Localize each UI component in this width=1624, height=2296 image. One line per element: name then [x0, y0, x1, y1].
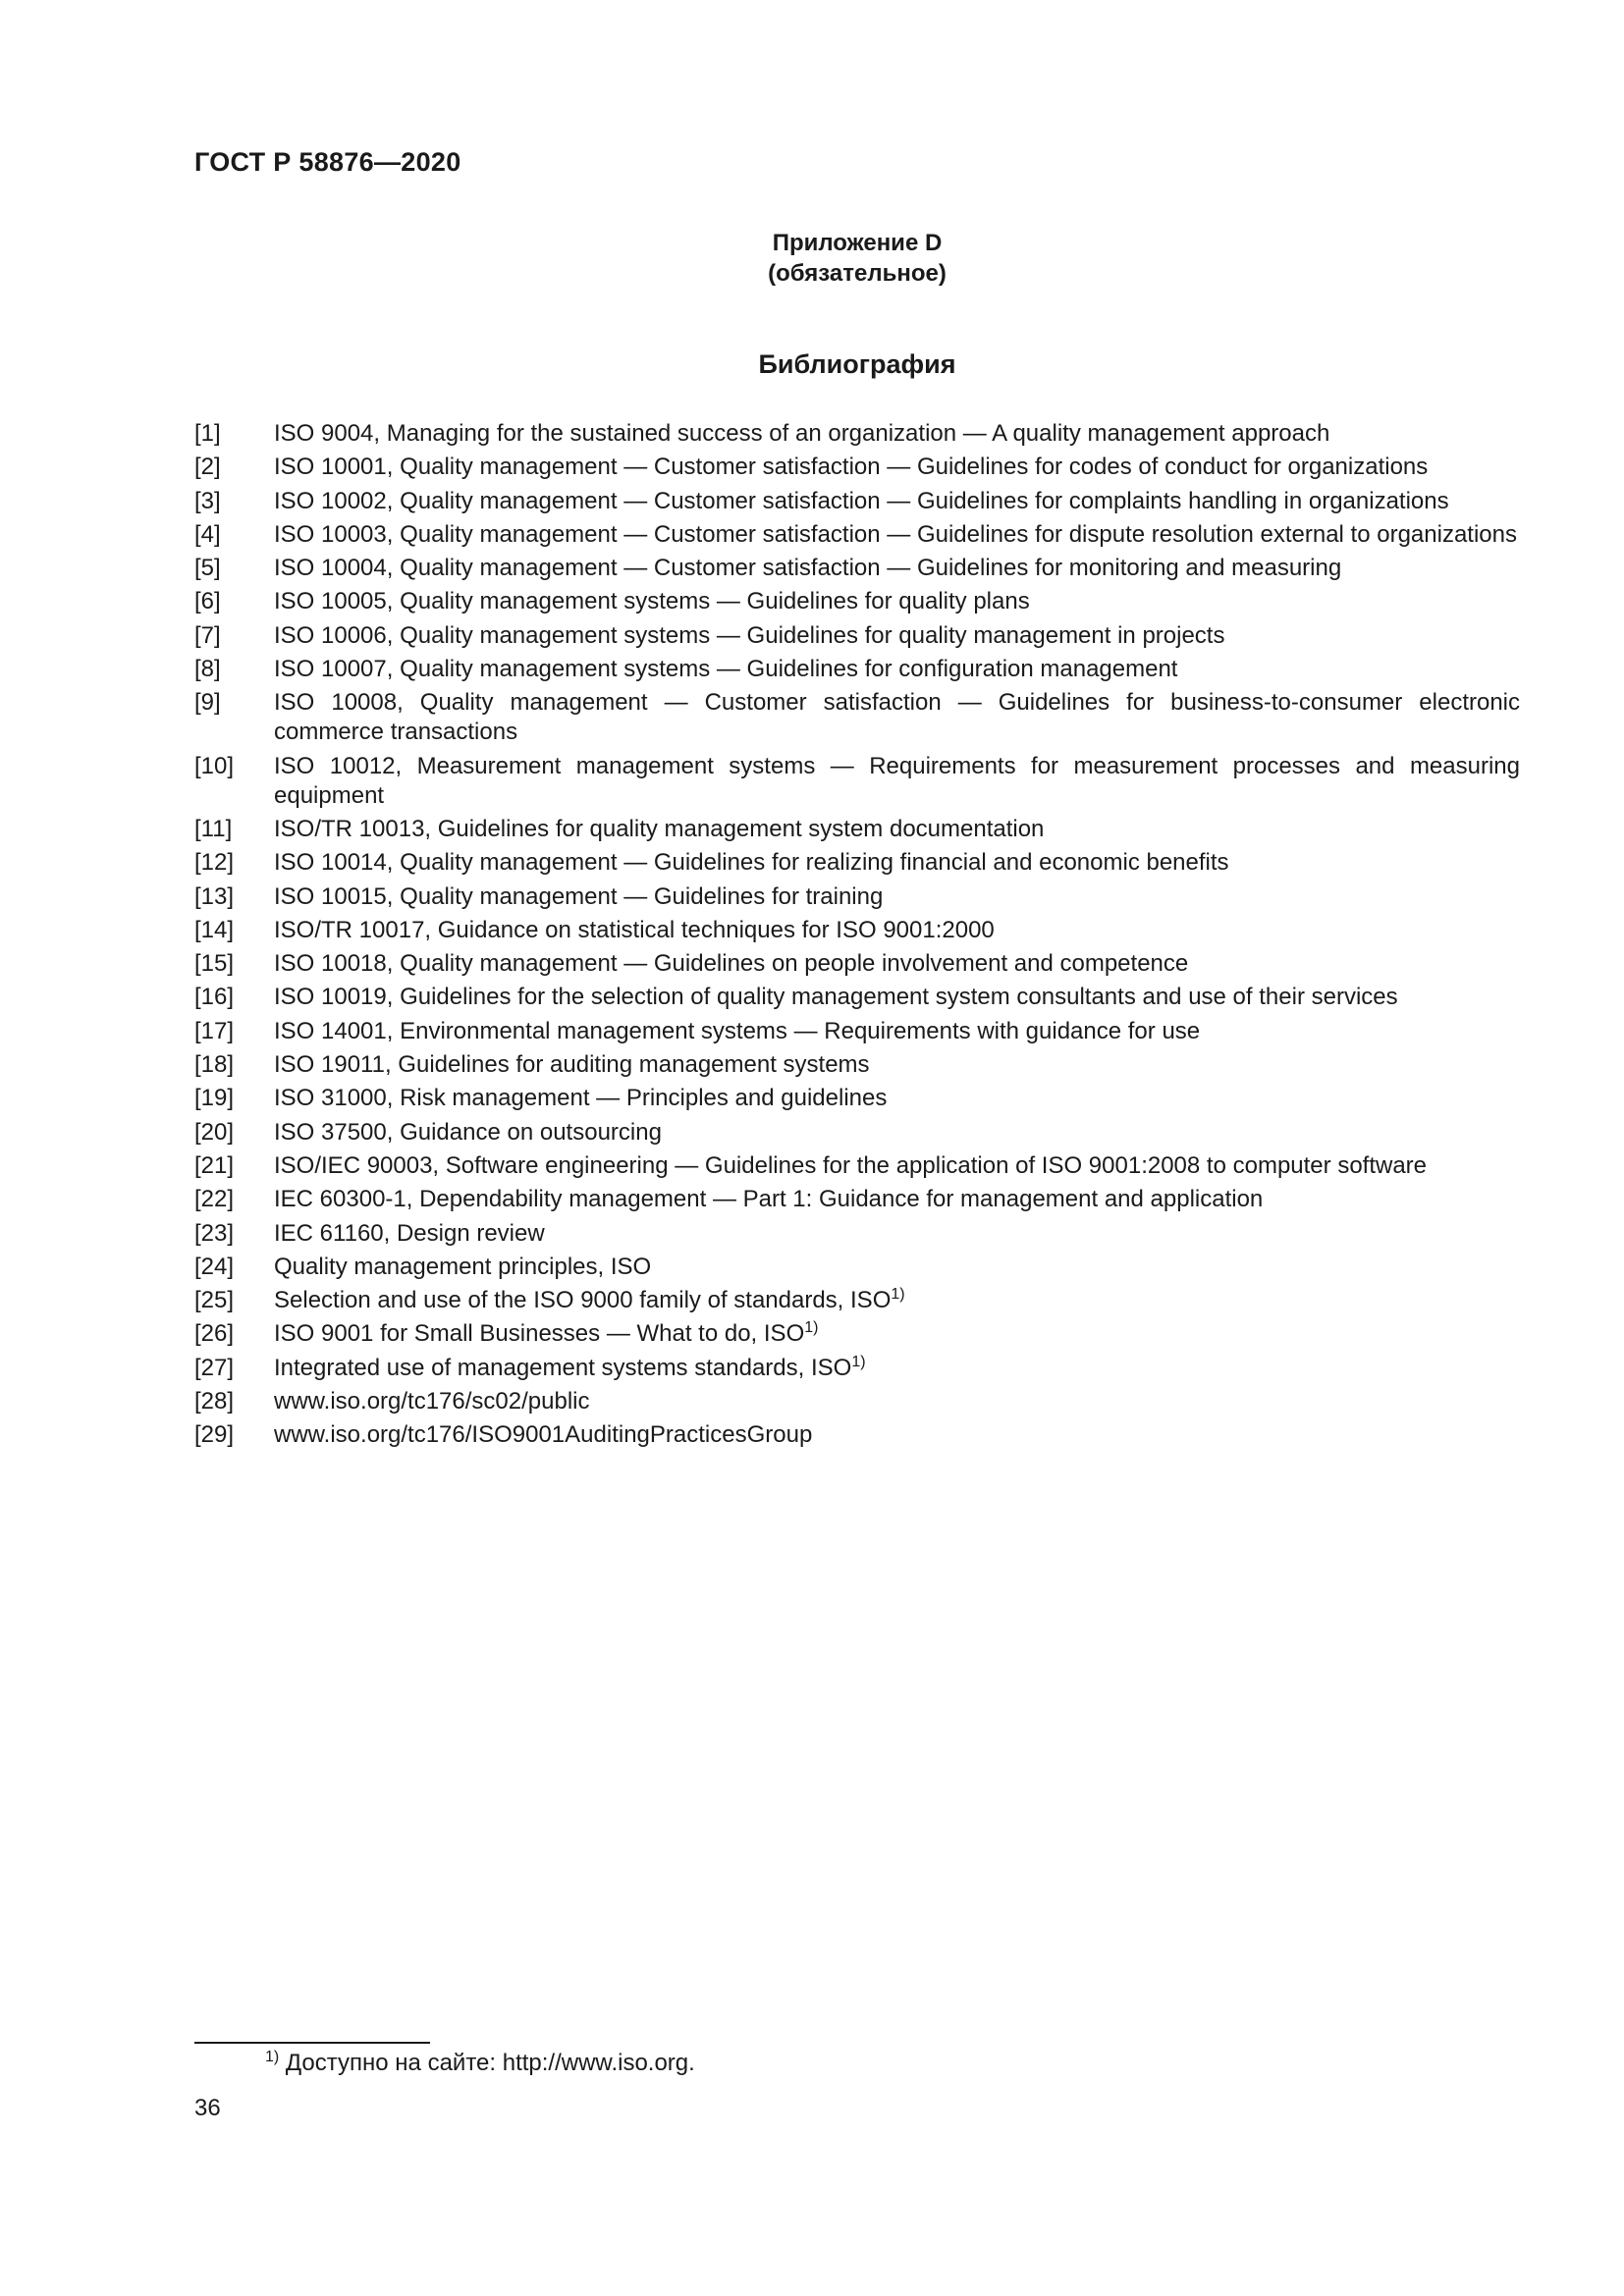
- bibliography-entry-text: [274, 520, 1520, 550]
- bibliography-entry-text: [274, 815, 1520, 844]
- annex-status: (обязательное): [768, 260, 947, 287]
- bibliography-entry-title: IEC 61160, Design review: [274, 1219, 545, 1247]
- bibliography-entry: [194, 587, 1520, 616]
- bibliography-entry-title: ISO 10003, Quality management — Customer satisfaction — Guidelines for dispute resolution external to organizations: [274, 520, 1517, 548]
- bibliography-entry-number: [22]: [194, 1186, 235, 1213]
- bibliography-entry-title: ISO 10004, Quality management — Customer satisfaction — Guidelines for monitoring and measuring: [274, 555, 1342, 582]
- bibliography-entry-text: [274, 1354, 1520, 1383]
- bibliography-entry-number: [1]: [194, 420, 221, 447]
- bibliography-entry-text: [274, 882, 1520, 912]
- bibliography-entry: [194, 1420, 1520, 1450]
- bibliography-title: Библиография: [758, 349, 956, 379]
- bibliography-entry-text: [274, 1050, 1520, 1080]
- bibliography-entry-text: [274, 688, 1520, 747]
- bibliography-entry-text: [274, 848, 1520, 878]
- bibliography-entry: [194, 688, 1520, 747]
- bibliography-entry-number: [2]: [194, 454, 221, 481]
- bibliography-entry: [194, 1253, 1520, 1282]
- bibliography-entry-text: [274, 554, 1520, 583]
- bibliography-entry-number: [19]: [194, 1085, 235, 1112]
- bibliography-entry-number: [18]: [194, 1051, 235, 1079]
- bibliography-entry-title: Selection and use of the ISO 9000 family of standards, ISO: [274, 1287, 892, 1314]
- bibliography-entry-title: ISO/TR 10013, Guidelines for quality management system documentation: [274, 815, 1045, 842]
- footnote-reference: 1): [891, 1286, 905, 1304]
- bibliography-entry-text: [274, 1118, 1520, 1148]
- bibliography-entry: [194, 1151, 1520, 1181]
- footnote-reference: 1): [804, 1319, 819, 1337]
- bibliography-entry: [194, 487, 1520, 516]
- bibliography-entry-text: [274, 949, 1520, 979]
- bibliography-entry-text: [274, 752, 1520, 811]
- bibliography-entry-text: [274, 1420, 1520, 1450]
- bibliography-entry-title: ISO 10006, Quality management systems — Guidelines for quality management in projects: [274, 621, 1225, 649]
- bibliography-entry-title: ISO 10002, Quality management — Customer satisfaction — Guidelines for complaints handling in organizations: [274, 487, 1449, 514]
- bibliography-entry-number: [20]: [194, 1118, 235, 1146]
- bibliography-entry-title: ISO 14001, Environmental management systems — Requirements with guidance for use: [274, 1017, 1201, 1044]
- bibliography-entry-title: ISO/TR 10017, Guidance on statistical techniques for ISO 9001:2000: [274, 916, 995, 943]
- bibliography-entry-title: ISO 9001 for Small Businesses — What to do, ISO: [274, 1320, 805, 1348]
- bibliography-entry: [194, 1185, 1520, 1214]
- bibliography-entry-number: [24]: [194, 1253, 235, 1280]
- bibliography-entry-title: Quality management principles, ISO: [274, 1253, 652, 1280]
- bibliography-entry-number: [9]: [194, 689, 221, 717]
- bibliography-entry-number: [14]: [194, 916, 235, 943]
- footnote-separator: [194, 2042, 430, 2044]
- bibliography-entry-text: [274, 419, 1520, 449]
- bibliography-entry-text: [274, 621, 1520, 651]
- bibliography-entry-title: ISO 37500, Guidance on outsourcing: [274, 1118, 662, 1146]
- bibliography-entry: [194, 1286, 1520, 1315]
- bibliography-entry: [194, 983, 1520, 1012]
- bibliography-entry-title: ISO 31000, Risk management — Principles and guidelines: [274, 1085, 888, 1112]
- bibliography-entry-number: [27]: [194, 1354, 235, 1381]
- bibliography-entry: [194, 520, 1520, 550]
- bibliography-entry-title: Integrated use of management systems standards, ISO: [274, 1354, 852, 1381]
- bibliography-entry-number: [12]: [194, 849, 235, 877]
- bibliography-entry-number: [8]: [194, 656, 221, 683]
- footnote-reference: 1): [851, 1353, 866, 1370]
- bibliography-entry-number: [6]: [194, 588, 221, 615]
- footnote-marker: 1): [265, 2049, 280, 2065]
- bibliography-entry-title: ISO 10019, Guidelines for the selection of quality management system consultants and use of their services: [274, 984, 1398, 1011]
- bibliography-entry-number: [16]: [194, 984, 235, 1011]
- bibliography-entry-text: [274, 453, 1520, 482]
- bibliography-entry-text: [274, 1387, 1520, 1416]
- bibliography-entry-title: ISO 19011, Guidelines for auditing management systems: [274, 1051, 870, 1079]
- bibliography-entry-number: [29]: [194, 1421, 235, 1449]
- bibliography-entry-number: [10]: [194, 752, 235, 779]
- bibliography-entry-title: ISO 10012, Measurement management systems — Requirements for measurement processes and measuring equipment: [274, 752, 1520, 809]
- bibliography-entry: [194, 848, 1520, 878]
- bibliography-entry-number: [17]: [194, 1017, 235, 1044]
- bibliography-entry-number: [7]: [194, 621, 221, 649]
- bibliography-entry-number: [25]: [194, 1287, 235, 1314]
- bibliography-entry-number: [28]: [194, 1388, 235, 1415]
- bibliography-entry-text: [274, 1084, 1520, 1113]
- bibliography-entry-text: [274, 916, 1520, 945]
- bibliography-entry: [194, 752, 1520, 811]
- bibliography-entry: [194, 1084, 1520, 1113]
- bibliography-entry: [194, 621, 1520, 651]
- bibliography-entry: [194, 1319, 1520, 1349]
- bibliography-entry-number: [5]: [194, 555, 221, 582]
- bibliography-entry-text: [274, 1185, 1520, 1214]
- bibliography-entry-number: [3]: [194, 487, 221, 514]
- bibliography-entry-title: ISO 10005, Quality management systems — Guidelines for quality plans: [274, 588, 1030, 615]
- footnote-text: Доступно на сайте: http://www.iso.org.: [285, 2050, 695, 2076]
- bibliography-entry-title: ISO 9004, Managing for the sustained success of an organization — A quality management approach: [274, 420, 1330, 447]
- bibliography-entry-number: [4]: [194, 520, 221, 548]
- bibliography-entry-number: [15]: [194, 950, 235, 978]
- bibliography-entry-text: [274, 487, 1520, 516]
- bibliography-list: [194, 419, 1520, 1455]
- bibliography-entry-title: IEC 60300-1, Dependability management — Part 1: Guidance for management and application: [274, 1186, 1264, 1213]
- bibliography-entry: [194, 949, 1520, 979]
- bibliography-entry-text: [274, 983, 1520, 1012]
- bibliography-entry-title: ISO 10015, Quality management — Guidelines for training: [274, 882, 884, 910]
- bibliography-entry-number: [13]: [194, 882, 235, 910]
- bibliography-entry: [194, 554, 1520, 583]
- bibliography-entry-text: [274, 1219, 1520, 1249]
- bibliography-entry: [194, 1118, 1520, 1148]
- bibliography-entry: [194, 655, 1520, 684]
- bibliography-entry-text: [274, 1286, 1520, 1315]
- bibliography-entry: [194, 419, 1520, 449]
- bibliography-entry-title: ISO/IEC 90003, Software engineering — Guidelines for the application of ISO 9001:2008 to computer software: [274, 1151, 1428, 1179]
- bibliography-entry-number: [21]: [194, 1151, 235, 1179]
- bibliography-entry-number: [23]: [194, 1219, 235, 1247]
- bibliography-entry-number: [11]: [194, 815, 233, 842]
- bibliography-entry: [194, 1050, 1520, 1080]
- bibliography-entry-text: [274, 587, 1520, 616]
- bibliography-entry: [194, 1354, 1520, 1383]
- bibliography-entry: [194, 916, 1520, 945]
- bibliography-entry-text: [274, 1319, 1520, 1349]
- bibliography-entry-text: [274, 1151, 1520, 1181]
- bibliography-entry: [194, 1219, 1520, 1249]
- bibliography-entry-title: ISO 10018, Quality management — Guidelines on people involvement and competence: [274, 950, 1189, 978]
- bibliography-entry: [194, 453, 1520, 482]
- annex-title: Приложение D: [772, 230, 943, 256]
- bibliography-entry-title: ISO 10001, Quality management — Customer satisfaction — Guidelines for codes of conduct for organizations: [274, 454, 1429, 481]
- bibliography-entry-text: [274, 1017, 1520, 1046]
- bibliography-entry-title: ISO 10008, Quality management — Customer satisfaction — Guidelines for business-to-consumer electronic commerce transactions: [274, 689, 1520, 746]
- annex-heading: [194, 228, 1520, 289]
- bibliography-entry-text: [274, 655, 1520, 684]
- bibliography-entry-number: [26]: [194, 1320, 235, 1348]
- bibliography-entry: [194, 882, 1520, 912]
- document-code-header: ГОСТ Р 58876—2020: [194, 147, 461, 177]
- bibliography-entry-text: [274, 1253, 1520, 1282]
- bibliography-entry: [194, 815, 1520, 844]
- bibliography-entry-title: ISO 10007, Quality management systems — Guidelines for configuration management: [274, 656, 1178, 683]
- bibliography-entry: [194, 1387, 1520, 1416]
- page-number: 36: [194, 2095, 221, 2121]
- footnote: [265, 2050, 695, 2077]
- bibliography-entry-title: www.iso.org/tc176/sc02/public: [274, 1388, 590, 1415]
- bibliography-entry: [194, 1017, 1520, 1046]
- bibliography-entry-title: www.iso.org/tc176/ISO9001AuditingPracticesGroup: [274, 1421, 813, 1449]
- bibliography-entry-title: ISO 10014, Quality management — Guidelines for realizing financial and economic benefits: [274, 849, 1229, 877]
